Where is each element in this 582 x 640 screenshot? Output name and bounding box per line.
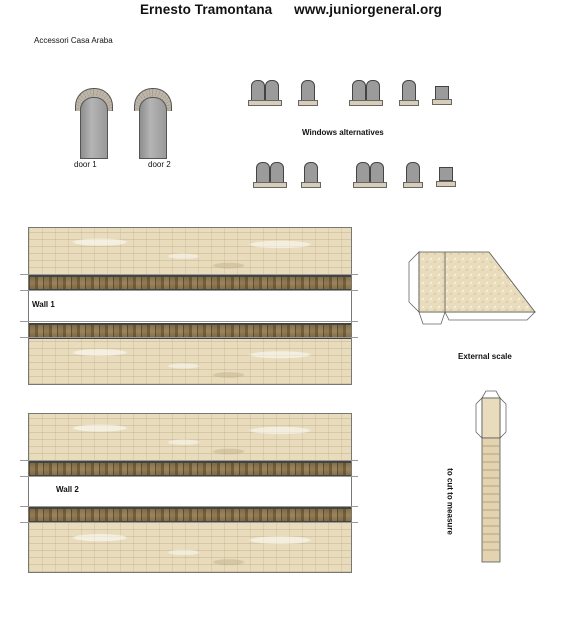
door-2-label: door 2 bbox=[148, 160, 171, 169]
external-scale-label: External scale bbox=[458, 352, 512, 361]
window-sill bbox=[298, 100, 318, 106]
fold-guide-line bbox=[20, 274, 358, 275]
window-sill bbox=[349, 100, 383, 106]
door-1-panel bbox=[80, 97, 108, 159]
window-pane bbox=[256, 162, 270, 184]
window-pane bbox=[435, 86, 449, 100]
window-pane bbox=[356, 162, 370, 184]
section-title: Accessori Casa Araba bbox=[34, 36, 113, 45]
fold-guide-line bbox=[20, 522, 358, 523]
window-pane bbox=[265, 80, 279, 102]
window-pane bbox=[352, 80, 366, 102]
wall-1-fold-area bbox=[29, 291, 351, 323]
window-pane bbox=[304, 162, 318, 184]
window-pane bbox=[370, 162, 384, 184]
wall-1 bbox=[28, 227, 352, 385]
window-sill bbox=[353, 182, 387, 188]
page-header bbox=[0, 2, 582, 17]
window-sill bbox=[301, 182, 321, 188]
cut-to-measure-note: to cut to measure bbox=[445, 468, 455, 535]
window-sill bbox=[248, 100, 282, 106]
wall-2-stone-top bbox=[29, 414, 351, 461]
wall-1-stone-bottom bbox=[29, 339, 351, 384]
wall-2-stone-bottom bbox=[29, 523, 351, 572]
fold-guide-line bbox=[20, 337, 358, 338]
vertical-scale-strip bbox=[474, 390, 508, 565]
wall-1-stone-top bbox=[29, 228, 351, 275]
windows-caption: Windows alternatives bbox=[302, 128, 384, 137]
window-pane bbox=[366, 80, 380, 102]
fold-guide-line bbox=[20, 460, 358, 461]
window-sill bbox=[403, 182, 423, 188]
fold-guide-line bbox=[20, 321, 358, 322]
window-pane bbox=[301, 80, 315, 102]
fold-guide-line bbox=[20, 476, 358, 477]
door-1-label: door 1 bbox=[74, 160, 97, 169]
window-sill bbox=[399, 100, 419, 106]
site-url: www.juniorgeneral.org bbox=[294, 2, 443, 17]
wall-1-label: Wall 1 bbox=[32, 300, 55, 309]
wall-2-band-top bbox=[29, 461, 351, 477]
door-2-panel bbox=[139, 97, 167, 159]
window-pane bbox=[406, 162, 420, 184]
window-sill bbox=[436, 181, 456, 187]
wall-2-label: Wall 2 bbox=[56, 485, 79, 494]
wall-2-band-bottom bbox=[29, 507, 351, 523]
window-pane bbox=[439, 167, 453, 181]
window-pane bbox=[270, 162, 284, 184]
wall-1-band-top bbox=[29, 275, 351, 291]
fold-guide-line bbox=[20, 506, 358, 507]
window-sill bbox=[432, 99, 452, 105]
external-scale-piece bbox=[405, 248, 540, 328]
window-sill bbox=[253, 182, 287, 188]
window-pane bbox=[402, 80, 416, 102]
window-pane bbox=[251, 80, 265, 102]
author-name: Ernesto Tramontana bbox=[139, 2, 273, 17]
fold-guide-line bbox=[20, 290, 358, 291]
